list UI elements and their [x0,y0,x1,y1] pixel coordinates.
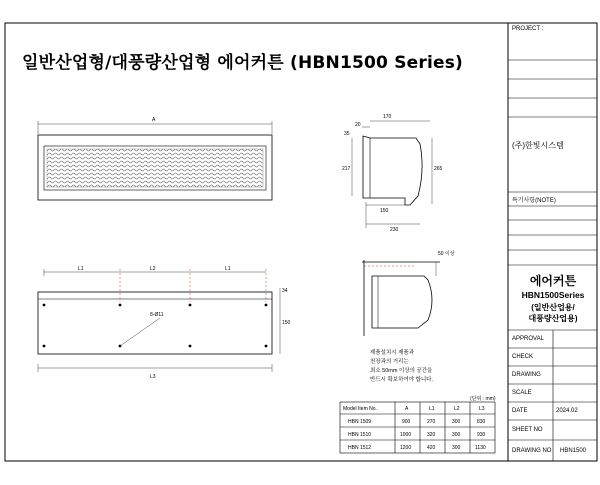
dim-217: 217 [342,166,351,172]
dim-50: 50 이상 [438,251,455,257]
company-name: (주)한빛시스템 [512,141,564,150]
dim-265: 265 [434,166,443,172]
table-row-3-l3: 1130 [475,445,486,451]
dim-20: 20 [355,122,361,128]
table-row-2-model: HBN 1510 [348,432,372,438]
bottom-view [38,269,280,372]
table-row-2-l3: 930 [477,432,486,438]
table-row-1-l2: 300 [452,419,461,425]
dim-right-top: 34 [282,288,288,294]
row-approval-label: APPROVAL [512,336,544,342]
dim-a: A [152,117,156,123]
row-drawing-label: DRAWING [512,372,541,378]
note-line-2: 천장과의 거리는 [370,359,409,365]
dim-l1-left: L1 [78,266,84,272]
product-name: 에어커튼 [529,274,577,288]
product-series: HBN1500Series [521,290,585,300]
table-header-l2: L2 [454,406,460,412]
table-row-3-l1: 420 [427,445,436,451]
row-drawing-no-label: DRAWING NO [512,448,552,454]
product-type-1: (일반산업용/ [531,303,575,312]
table-row-3-a: 1200 [400,445,412,451]
drawing-title: 일반산업형/대풍량산업형 에어커튼 (HBN1500 Series) [22,53,463,73]
table-row-1-a: 900 [402,419,411,425]
product-type-2: 대풍량산업용) [528,314,578,323]
dim-l1-right: L1 [225,266,231,272]
side-view [352,121,432,228]
table-row-2-l2: 300 [452,432,461,438]
front-view [38,121,272,200]
note-line-4: 반드시 확보하여야 합니다. [370,377,434,383]
project-label: PROJECT : [512,26,544,32]
dim-170: 170 [383,114,392,120]
dim-l2: L2 [150,266,156,272]
table-header-model: Model Item No. [343,406,377,412]
table-row-1-l1: 270 [427,419,436,425]
note-label: 특기사항(NOTE) [512,198,556,204]
dim-230: 230 [390,227,399,233]
table-row-2-a: 1000 [400,432,412,438]
table-row-2-l1: 320 [427,432,436,438]
hole-label: 8-Ø11 [150,312,164,318]
table-unit: (단위 : mm) [470,396,496,402]
row-date-value: 2024.02 [556,408,578,414]
note-line-1: 제품설치시 제품과 [370,350,415,356]
note-line-3: 최소 50mm 이상의 공간을 [370,368,433,374]
row-scale-label: SCALE [512,390,532,396]
mount-view [362,260,440,336]
table-header-l1: L1 [429,406,435,412]
table-row-1-l3: 830 [477,419,486,425]
row-date-label: DATE [512,408,528,414]
table-header-l3: L3 [479,406,485,412]
table-header-a: A [405,406,409,412]
dim-right-mid: 150 [282,320,291,326]
title-block-lines [508,60,597,461]
row-check-label: CHECK [512,354,534,360]
table-row-3-l2: 300 [452,445,461,451]
dim-35: 35 [344,131,350,137]
table-row-3-model: HBN 1512 [348,445,372,451]
dim-150: 150 [380,208,389,214]
table-row-1-model: HBN 1509 [348,419,372,425]
row-drawing-no-value: HBN1500 [560,448,587,454]
dim-l3: L3 [150,374,156,380]
row-sheet-label: SHEET NO [512,427,543,433]
